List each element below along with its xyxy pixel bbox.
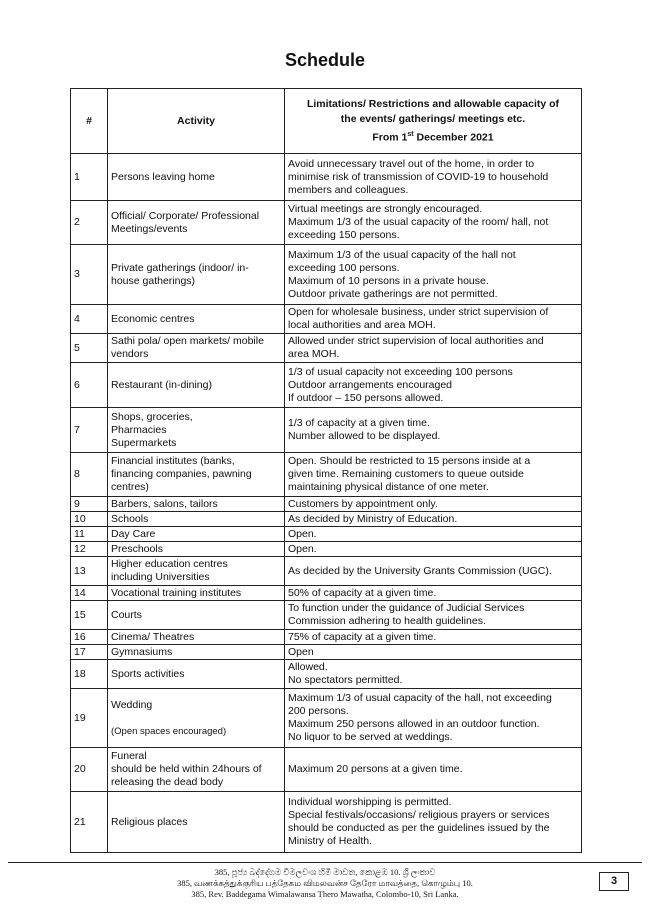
limits-cell [285, 201, 582, 245]
table-row [71, 586, 582, 601]
activity-line: Pharmacies [111, 423, 167, 436]
limits-line: 75% of capacity at a given time. [288, 630, 437, 643]
row-number: 9 [71, 497, 108, 512]
limits-line: exceeding 100 persons. [288, 261, 400, 274]
table-row [71, 630, 582, 645]
limits-line: Commission adhering to health guidelines. [288, 615, 486, 627]
limits-line: Open. [288, 542, 317, 555]
activity-cell [108, 557, 285, 586]
footer-divider [8, 862, 642, 863]
row-number: 12 [71, 542, 108, 557]
activity-line: Preschools [111, 542, 163, 555]
footer-address-tamil: 385, வணக்கத்துக்குரிய பத்தேகம விமலவன்ச தேரோ மாவத்தை, கொழும்பு 10. [177, 878, 473, 888]
limits-cell [285, 497, 582, 512]
table-row [71, 660, 582, 689]
limits-cell [285, 645, 582, 660]
activity-line: Financial institutes (banks, [111, 455, 235, 467]
table-row [71, 542, 582, 557]
limits-line: Open. Should be restricted to 15 persons inside at a [288, 455, 531, 467]
row-number: 8 [71, 453, 108, 497]
activity-cell [108, 408, 285, 453]
limits-cell [285, 792, 582, 853]
activity-line: Funeral [111, 750, 147, 762]
limits-cell [285, 527, 582, 542]
activity-cell [108, 497, 285, 512]
footer-address-sinhala: 385, පූජ්‍ය බද්දේගම විමලවංශ හිමි මාවත, කොළඹ 10. ශ්‍රී ලංකාව [214, 867, 436, 877]
limits-cell [285, 748, 582, 792]
activity-cell [108, 542, 285, 557]
activity-line: Higher education centres [111, 558, 228, 570]
header-num: # [71, 89, 108, 154]
row-number: 10 [71, 512, 108, 527]
page-title: Schedule [284, 50, 366, 70]
row-number: 3 [71, 245, 108, 305]
table-row [71, 497, 582, 512]
activity-line: Cinema/ Theatres [111, 630, 195, 643]
limits-line: Open for wholesale business, under strict supervision of [288, 306, 549, 318]
limits-line: Virtual meetings are strongly encouraged. [288, 203, 483, 215]
table-row [71, 689, 582, 748]
limits-cell [285, 363, 582, 408]
activity-cell [108, 630, 285, 645]
header-limits [285, 89, 582, 154]
table-row [71, 453, 582, 497]
activity-line: centres) [111, 481, 149, 493]
table-row [71, 645, 582, 660]
activity-cell [108, 645, 285, 660]
limits-cell [285, 245, 582, 305]
limits-line: As decided by the University Grants Commission (UGC). [288, 564, 552, 577]
activity-cell [108, 334, 285, 363]
activity-cell [108, 305, 285, 334]
header-activity: Activity [108, 89, 285, 154]
footer-address-english: 385, Rev. Baddegama Wimalawansa Thero Mawatha, Colombo-10, Sri Lanka. [191, 889, 459, 899]
activity-line: including Universities [111, 571, 210, 583]
table-row [71, 245, 582, 305]
table-row [71, 201, 582, 245]
activity-line: Meetings/events [111, 222, 188, 235]
limits-line: Special festivals/occasions/ religious prayers or services [288, 809, 550, 821]
limits-line: Outdoor private gatherings are not permitted. [288, 287, 498, 300]
activity-cell [108, 453, 285, 497]
limits-line: Maximum 1/3 of usual capacity of the hall, not exceeding [288, 692, 552, 704]
limits-line: Customers by appointment only. [288, 497, 438, 510]
limits-line: Maximum of 10 persons in a private house. [288, 274, 489, 287]
activity-cell [108, 586, 285, 601]
row-number: 13 [71, 557, 108, 586]
table-row [71, 792, 582, 853]
limits-line: 1/3 of usual capacity not exceeding 100 persons [288, 365, 513, 378]
limits-line: Number allowed to be displayed. [288, 430, 441, 442]
limits-line: Avoid unnecessary travel out of the home, in order to [288, 157, 535, 170]
activity-line: Shops, groceries, [111, 410, 193, 423]
limits-cell [285, 586, 582, 601]
row-number: 5 [71, 334, 108, 363]
row-number: 20 [71, 748, 108, 792]
limits-line: Maximum 250 persons allowed in an outdoor function. [288, 718, 540, 730]
row-number: 7 [71, 408, 108, 453]
limits-line: Maximum 1/3 of the usual capacity of the hall not [288, 248, 516, 261]
activity-line: Sathi pola/ open markets/ mobile [111, 335, 264, 347]
activity-cell [108, 154, 285, 201]
limits-line: Allowed under strict supervision of local authorities and [288, 335, 544, 347]
activity-line: Persons leaving home [111, 170, 215, 183]
limits-cell [285, 154, 582, 201]
limits-line: No spectators permitted. [288, 674, 403, 686]
activity-line: Restaurant (in-dining) [111, 378, 212, 391]
table-row [71, 748, 582, 792]
limits-line: No liquor to be served at weddings. [288, 731, 453, 743]
limits-cell [285, 305, 582, 334]
limits-cell [285, 557, 582, 586]
limits-line: minimise risk of transmission of COVID-19 to household [288, 170, 549, 183]
limits-cell [285, 630, 582, 645]
limits-line: given time. Remaining customers to queue outside [288, 468, 524, 480]
row-number: 21 [71, 792, 108, 853]
limits-line: 50% of capacity at a given time. [288, 586, 437, 599]
limits-line: Outdoor arrangements encouraged [288, 378, 453, 391]
activity-line: Vocational training institutes [111, 586, 242, 599]
limits-cell [285, 334, 582, 363]
table-row [71, 305, 582, 334]
limits-line: Maximum 20 persons at a given time. [288, 763, 463, 775]
table-row [71, 363, 582, 408]
limits-line: area MOH. [288, 348, 340, 360]
limits-line: 200 persons. [288, 705, 349, 717]
activity-line: Sports activities [111, 667, 185, 680]
limits-line: maintaining physical distance of one meter. [288, 481, 489, 493]
limits-cell [285, 542, 582, 557]
activity-line: financing companies, pawning [111, 468, 252, 480]
limits-line: should be conducted as per the guidelines issued by the [288, 822, 550, 834]
row-number: 18 [71, 660, 108, 689]
activity-line: Private gatherings (indoor/ in- [111, 261, 249, 274]
row-number: 4 [71, 305, 108, 334]
table-row [71, 601, 582, 630]
row-number: 2 [71, 201, 108, 245]
table-row [71, 154, 582, 201]
activity-cell [108, 363, 285, 408]
activity-cell [108, 689, 285, 748]
limits-line: Individual worshipping is permitted. [288, 796, 452, 808]
row-number: 15 [71, 601, 108, 630]
header-limits-line: Limitations/ Restrictions and allowable capacity of [306, 97, 560, 110]
header-limits-line: the events/ gatherings/ meetings etc. [340, 112, 526, 125]
activity-line: should be held within 24hours of [111, 763, 262, 775]
limits-cell [285, 408, 582, 453]
page-number: 3 [599, 872, 629, 891]
limits-line: Allowed. [288, 661, 328, 673]
activity-cell [108, 512, 285, 527]
limits-line: Open [288, 645, 314, 658]
table-header-row [71, 89, 582, 154]
footer-address [0, 867, 650, 900]
activity-line: Gymnasiums [111, 645, 173, 658]
activity-cell [108, 201, 285, 245]
row-number: 19 [71, 689, 108, 748]
activity-cell [108, 748, 285, 792]
activity-line: Barbers, salons, tailors [111, 497, 218, 510]
activity-line: Schools [111, 512, 149, 525]
table-row [71, 334, 582, 363]
schedule-table [70, 88, 582, 853]
limits-line: 1/3 of capacity at a given time. [288, 417, 430, 429]
activity-line: house gatherings) [111, 274, 196, 287]
activity-cell [108, 660, 285, 689]
activity-line: Wedding [111, 698, 153, 711]
activity-line: releasing the dead body [111, 776, 224, 788]
activity-line: Economic centres [111, 312, 195, 325]
activity-cell [108, 792, 285, 853]
activity-cell [108, 245, 285, 305]
activity-line: vendors [111, 348, 149, 360]
activity-line [111, 712, 281, 725]
table-row [71, 527, 582, 542]
activity-line: Supermarkets [111, 436, 177, 449]
limits-line: exceeding 150 persons. [288, 229, 400, 241]
limits-line: local authorities and area MOH. [288, 319, 436, 331]
activity-line: Official/ Corporate/ Professional [111, 209, 260, 222]
limits-cell [285, 689, 582, 748]
row-number: 1 [71, 154, 108, 201]
header-limits-line: From 1st December 2021 [372, 130, 494, 144]
row-number: 17 [71, 645, 108, 660]
row-number: 16 [71, 630, 108, 645]
activity-cell [108, 601, 285, 630]
activity-line: Courts [111, 608, 142, 621]
limits-line: Maximum 1/3 of the usual capacity of the room/ hall, not [288, 216, 549, 228]
activity-line: (Open spaces encouraged) [111, 725, 227, 737]
limits-line: If outdoor – 150 persons allowed. [288, 391, 444, 404]
limits-line: Ministry of Health. [288, 835, 373, 847]
limits-line: To function under the guidance of Judicial Services [288, 602, 525, 614]
table-row [71, 557, 582, 586]
limits-cell [285, 660, 582, 689]
limits-cell [285, 453, 582, 497]
table-row [71, 408, 582, 453]
limits-cell [285, 601, 582, 630]
row-number: 14 [71, 586, 108, 601]
limits-line: members and colleagues. [288, 183, 409, 196]
limits-line: As decided by Ministry of Education. [288, 512, 458, 525]
limits-line: Open. [288, 527, 317, 540]
activity-line: Day Care [111, 527, 156, 540]
activity-cell [108, 527, 285, 542]
row-number: 6 [71, 363, 108, 408]
limits-cell [285, 512, 582, 527]
row-number: 11 [71, 527, 108, 542]
activity-line: Religious places [111, 815, 188, 828]
table-row [71, 512, 582, 527]
